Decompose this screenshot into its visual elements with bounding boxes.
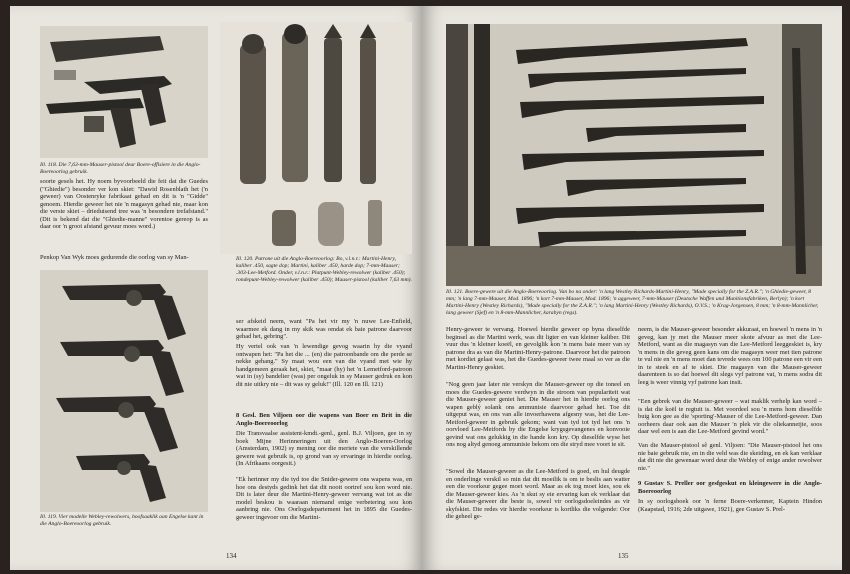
right-col2-text: neem, is die Mauser-geweer besonder akkuraat, en hoewel 'n mens in 'n geveg, kan jy met die Mauser meer skote afvuur as met die Lee-Metford, want as die magasyn van die Lee-Metford leeggeskiet is, kry 'n mens in die geveg geen kans om die magasyn weer met tien patrone te vul nie en 'n mens moet dan tevrede wees om 100 patrone een vir een in te steek en af te skiet. Die magasyn van die Mauser-geweer daarenteen is so dat hoewel dit slegs vyf patrone vat, 'n mens sodra dit leeg is weer vinnig vyf patrone kan insit. <box>638 326 822 386</box>
page-number-right: 135 <box>618 552 629 560</box>
left-col2-text: ser afskeid neem, want "Pa het vir my 'n nuwe Lee-Enfield, waarmee ek dang in my skik was omdat ek baie patrone daarvoor gehad het, gebring". <box>236 318 412 341</box>
photo-cartridges <box>220 22 412 254</box>
heading-8: 8 Gesl. Ben Viljoen oor die wapens van Boer en Brit in die Anglo-Boereoorlog <box>236 412 412 427</box>
caption-121: Ill. 121. Boere-gewere uit die Anglo-Boereoorlog. Van bo na onder: 'n lang Westley Richards-Martini-Henry, "Made specially for the Z.A.R."; 'n Ghiedie-geweer, 8 mm; 'n lang 7-mm-Mauser, Mod. 1896; 'n kort 7-mm-Mauser, Mod. 1896; 'n aggeweer, 7-mm-Mauser (Deutsche Waffen und Munitionsfabriken, Berlyn); 'n kort Martini-Henry (Westley Richards), "Made specially for the Z.A.R."; 'n lang Martini-Henry (Westley Richards), O.V.S.; 'n Krag-Jorgensen, 8 mm; 'n 8-mm-Mannlicher, lang geweer (Sjef) en 'n 8-mm-Mannlicher, karabyn (regs). <box>446 289 819 316</box>
left-col2-text2: Hy vertel ook van 'n lewendige gevog waarin hy die vyand ontwapen het: "Pa het die ... (en) die patroonbande om die perde se nekke gehang." Sy maat wou een van die vyand met wie hy handgemeen geraak het, skiet, "maar (hy) het 'n Lemetford-patroon wat in (sy) bandelier (was) per ongeluk in sy Mauser gedruk en kon dit nie uitkry nie – dit was sy geluk!" (Ill. 120 en Ill. 121) <box>236 343 412 388</box>
mauser-pistol-illustration <box>40 26 208 158</box>
right-col1-text2: "Nog geen jaar later nie verskyn die Mauser-geweer op die toneel en moes die Guedes-gewere verdwyn in die stroom van populariteit wat die Mauser-geweer geniet het. Die Mauser het in hierdie oorlog ons wapen geblý solank ons ammunisie daarvoor gehad het. Toe dit uitgeput was, en ons van alle invoerhawens afgesny was, het die Lee-Metford-geweer in gebruik gekom; want van tyd tot tyd het ons 'n oorvloed Lee-Metfords by die Engelse krygsgevangenes en konvooie gevind wat ons gelukkig in die hande kon kry. Op dieselfde wyse het ons nog altyd genoeg ammunisie bekom om die stryd mee voort te sit. <box>446 381 630 449</box>
caption-118: Ill. 118. Die 7,63-mm-Mauser-pistool deur Boere-offisiere in die Anglo-Boereoorlog gebruik. <box>40 162 201 175</box>
right-col2-text2: "Een gebrek van die Mauser-geweer – wat maklik verhelp kan word – is dat die koël te regtuit is. Met voordeel sou 'n mens hom dieselfde buig kon gee as die 'sporting'-Mauser of die Lee-Metford-geweer. Dan oorheers daar ook aan die Mauser 'n plek vir die oliekannetjie, soos daar wel een is aan die Lee-Metford gevind word." <box>638 398 822 436</box>
cartridges-illustration <box>220 22 412 254</box>
right-col1-text3: "Sowel die Mauser-geweer as die Lee-Metford is goed, en hul deugde en onderlinge verskil so min dat dit moeilik is om te beslis aan watter een die voorkeur gegee moet word. Maar as ek tog moet kies, sou ek die Mauser-geweer kies. As 'n skut sy eie ervaring kan ek verklaar dat die Mauser-geweer die beste is, sowel vir oorlogsdoeleindes as vir skyfskiet. Die redes vir hierdie voorkeur is kortliks die volgende: Oor die geheel ge- <box>446 468 630 521</box>
caption-120: Ill. 120. Patrone uit die Anglo-Boereoorlog: Bo, v.l.n.r.: Martini-Henry, kaliber .450, sagte dop; Martini, kaliber .450, harde dop; 7-mm-Mauser; .303-Lee-Metford. Onder, v.l.n.r.: Platpunt-Webley-rewolwer (kaliber .450); rondepunt-Webley-rewolwer (kaliber .450); Mauser-pistool (kaliber 7,63 mm). <box>236 256 412 283</box>
rifles-illustration <box>446 24 822 286</box>
photo-rifles <box>446 24 822 286</box>
left-col2-text4: "Ek herinner my die tyd toe die Snider-gewere ons wapens was, en hoe ons destyds gedink het dat dit nooit oortref sou kon word nie. Dit is later deur die Martini-Henry-geweer vervang wat tot as die model beskou is waaraan niemand enige verbetering sou kon aanbring nie. Ons Oorlogsdepartement het in 1895 die Guedes-geweer ingevoer om die Martini- <box>236 476 412 521</box>
heading-9: 9 Gustav S. Preller oor gesfgeskut en kleingewere in die Anglo-Boereoorlog <box>638 480 822 495</box>
page-number-left: 134 <box>226 552 237 560</box>
right-col1-text: Henry-geweer te vervang. Hoewel hierdie geweer op byna dieselfde beginsel as die Martini werk, was dit ligter en van kleiner kaliber. Dit vuur dus 'n kleiner koeël, en gevolglik kon 'n mens baie meer van sy patrone dra as van die Martini-Henry-patrone. Daarvoor het die patroon met kordiet gelaai was, het die Guedes-geweer twee maal so ver as die Martini-Henry geskiet. <box>446 326 630 371</box>
photo-mauser-pistol <box>40 26 208 158</box>
left-page <box>10 6 422 570</box>
right-page <box>422 6 842 570</box>
caption-119: Ill. 119. Vier modelle Webley-rewolwers, hoofsaaklik aan Engelse kant in die Anglo-Boereoorlog gebruik. <box>40 514 204 527</box>
photo-webley-revolvers <box>40 270 208 512</box>
left-col2-text3: Die Transvaalse assistent-kmdt.-genl., genl. B.J. Viljoen, gee in sy boek Mijne Herinneringen uit den Anglo-Boeren-Oorlog (Amsterdam, 1902) sy mening oor die meriete van die verskillende gewere wat gebruik is, op grond van sy ervaringe in hierdie oorlog. (In Afrikaans oorgesit.) <box>236 430 412 468</box>
left-col1-text-a: soorte gesels het. Hy noem byvoorbeeld die feit dat die Guedes ("Ghiedie") besonder ver kon skiet: "Dawid Rosenblath het ('n geweer) van Oostenryke fabrikaat gehad en dit is 'n "Gidde" genoem. Hierdie geweer het nie 'n magasyn gehad nie, maar kon die verste skiet – drieduisend tree was 'n besondere trefafstand." (Dit is bekend dat die "Ghiedie-manne" vorentoe gereop is as daar oor 'n groot afstand gevuur moes word.) <box>40 178 208 231</box>
right-col2-text3: Van die Mauser-pistool sê genl. Viljoen: "Die Mauser-pistool het ons nie baie gebruik nie, en in die veld was die skeiding, en ek kan verklaar dat dit nie die gewenaar word deur die Webley of enige ander rewolwer nie." <box>638 442 822 472</box>
right-col2-text4: In sy oorlogsboek oor 'n ferne Boere-verkenner, Kaptein Hindon (Kaapstad, 1916; 2de uitgawe, 1921), gee Gustav S. Prel- <box>638 498 822 513</box>
revolvers-illustration <box>40 270 208 512</box>
left-col1-text-b: Penkop Van Wyk moes gedurende die oorlog van sy Man- <box>40 254 189 261</box>
